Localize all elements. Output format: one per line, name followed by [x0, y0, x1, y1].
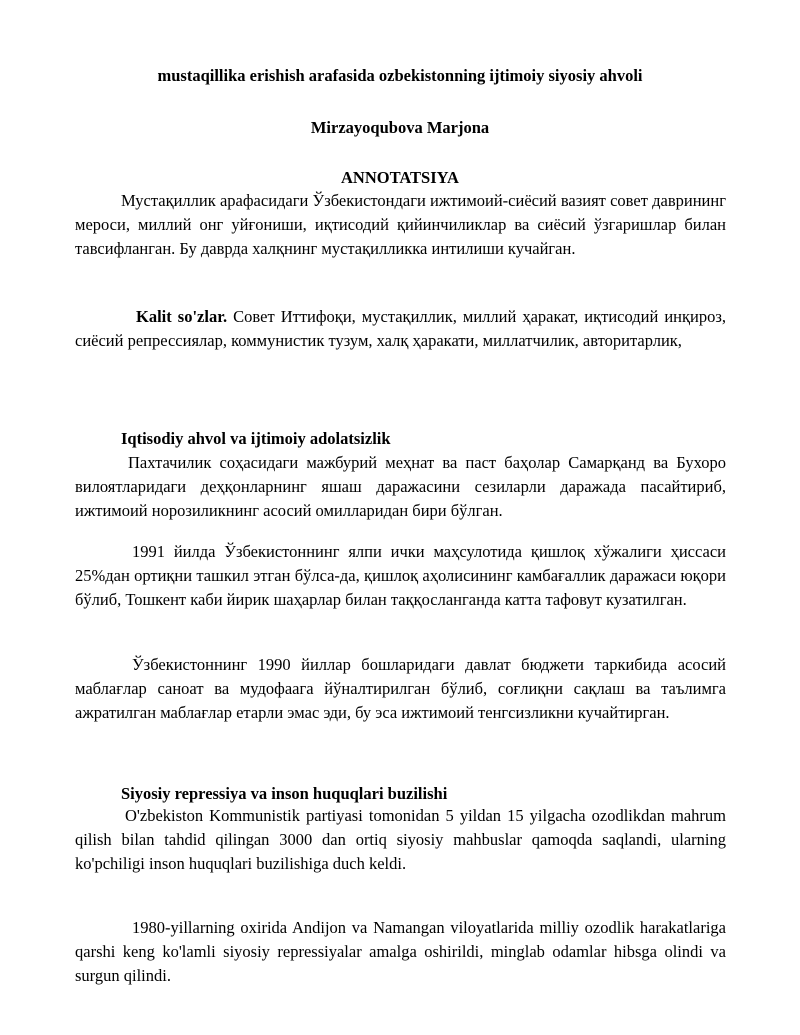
repression-paragraph-2: 1980-yillarning oxirida Andijon va Namangan viloyatlarida milliy ozodlik harakatlariga qarshi keng ko'lamli siyosiy repressiyalar amalga oshirildi, minglab odamlar hibsga olindi va surgun qilindi. — [75, 918, 726, 985]
economy-paragraph-2: 1991 йилда Ўзбекистоннинг ялпи ички маҳсулотида қишлоқ хўжалиги ҳиссаси 25%дан ортиқни ташкил этган бўлса-да, қишлоқ аҳолисининг камбағаллик даражаси юқори бўлиб, Тошкент каби йирик шаҳарлар билан таққосланганда катта тафовут кузатилган. — [75, 542, 726, 609]
section-heading-economy: Iqtisodiy ahvol va ijtimoiy adolatsizlik — [121, 429, 391, 448]
section-heading-repression: Siyosiy repressiya va inson huquqlari buzilishi — [121, 784, 448, 803]
annotation-heading: ANNOTATSIYA — [341, 168, 459, 187]
author-name: Mirzayoqubova Marjona — [310, 118, 490, 137]
keywords-label: Kalit so'zlar. — [136, 307, 228, 326]
annotation-paragraph: Мустақиллик арафасидаги Ўзбекистондаги ижтимоий-сиёсий вазият совет даврининг мероси, миллий онг уйғониши, иқтисодий қийинчиликлар ва сиёсий ўзгаришлар билан тавсифланган. Бу даврда халқнинг мустақилликка интилиши кучайган. — [75, 191, 726, 258]
keywords-paragraph — [75, 305, 726, 353]
economy-paragraph-3: Ўзбекистоннинг 1990 йиллар бошларидаги давлат бюджети таркибида асосий маблағлар саноат ва мудофаага йўналтирилган бўлиб, соғлиқни сақлаш ва таълимга ажратилган маблағлар етарли эмас эди, бу эса ижтимоий тенгсизликни кучайтирган. — [75, 655, 726, 722]
economy-paragraph-1: Пахтачилик соҳасидаги мажбурий меҳнат ва паст баҳолар Самарқанд ва Бухоро вилоятларидаги деҳқонларнинг яшаш даражасини сезиларли даражада пасайтириб, ижтимоий норозиликнинг асосий омилларидан бири бўлган. — [75, 453, 726, 520]
keywords-list: Совет Иттифоқи, мустақиллик, миллий ҳаракат, иқтисодий инқироз, сиёсий репрессиялар, коммунистик тузум, халқ ҳаракати, миллатчилик, авторитарлик, — [75, 307, 726, 350]
document-title: mustaqillika erishish arafasida ozbekistonning ijtimoiy siyosiy ahvoli — [157, 66, 643, 85]
repression-paragraph-1: O'zbekiston Kommunistik partiyasi tomonidan 5 yildan 15 yilgacha ozodlikdan mahrum qilish bilan tahdid qilingan 3000 dan ortiq siyosiy mahbuslar qamoqda saqlandi, ularning ko'pchiligi inson huquqlari buzilishiga duch keldi. — [75, 806, 726, 873]
